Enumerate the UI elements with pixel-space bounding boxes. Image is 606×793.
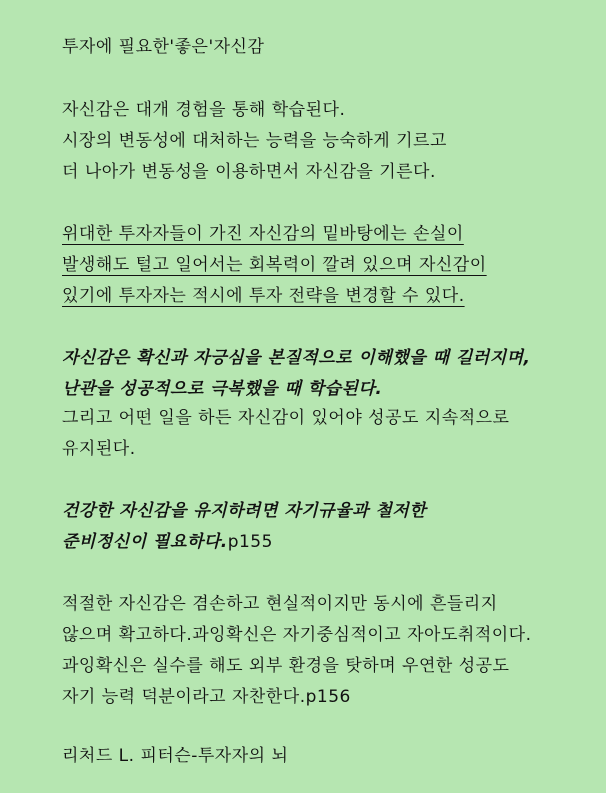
text-line: 과잉확신은 실수를 해도 외부 환경을 탓하며 우연한 성공도 <box>62 656 510 676</box>
text-line: 유지된다. <box>62 439 136 459</box>
text-line: 시장의 변동성에 대처하는 능력을 능숙하게 기르고 <box>62 131 447 151</box>
document-title: 투자에 필요한'좋은'자신감 <box>62 37 265 57</box>
source-citation: 리처드 L. 피터슨-투자자의 뇌 <box>62 746 289 766</box>
emphasized-line: 난관을 성공적으로 극복했을 때 학습된다. <box>62 379 383 399</box>
text-line: 그리고 어떤 일을 하든 자신감이 있어야 성공도 지속적으로 <box>62 408 510 428</box>
emphasized-line: 건강한 자신감을 유지하려면 자기규율과 철저한 <box>62 501 427 521</box>
text-line: 적절한 자신감은 겸손하고 현실적이지만 동시에 흔들리지 <box>62 594 498 614</box>
text-line: 않으며 확고하다.과잉확신은 자기중심적이고 자아도취적이다. <box>62 625 532 645</box>
underlined-line: 있기에 투자자는 적시에 투자 전략을 변경할 수 있다. <box>62 286 465 306</box>
underlined-line: 발생해도 털고 일어서는 회복력이 깔려 있으며 자신감이 <box>62 255 487 275</box>
emphasized-line: 자신감은 확신과 자긍심을 본질적으로 이해했을 때 길러지며, <box>62 348 531 368</box>
underlined-line: 위대한 투자자들이 가진 자신감의 밑바탕에는 손실이 <box>62 224 464 244</box>
text-line: 더 나아가 변동성을 이용하면서 자신감을 기른다. <box>62 162 436 182</box>
emphasized-text: 준비정신이 필요하다. <box>62 532 228 552</box>
page-reference: p155 <box>227 532 273 552</box>
text-line: 자기 능력 덕분이라고 자찬한다.p156 <box>62 687 351 707</box>
emphasized-line-with-page <box>62 531 273 553</box>
text-line: 자신감은 대개 경험을 통해 학습된다. <box>62 100 346 120</box>
